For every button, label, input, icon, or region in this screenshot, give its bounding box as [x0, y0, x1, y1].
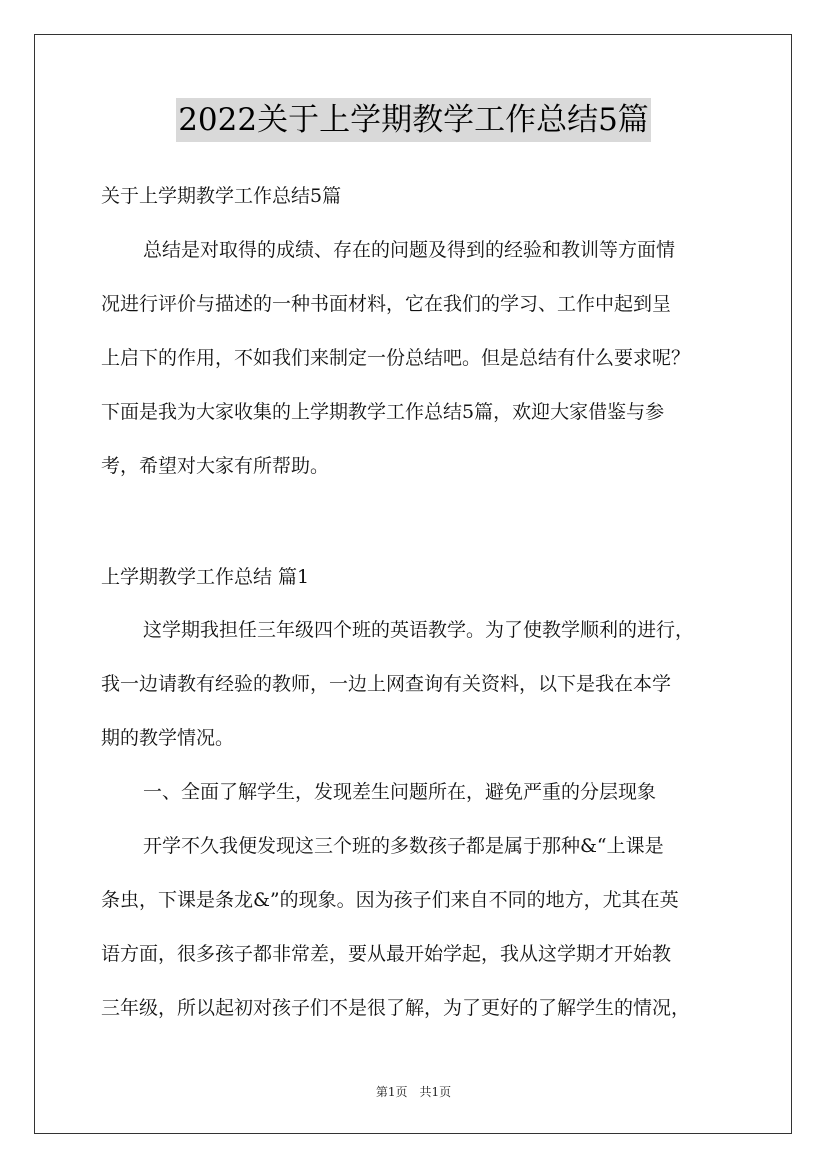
page-number: 第1页 [375, 1085, 408, 1099]
page-footer [0, 1083, 827, 1100]
intro-line: 下面是我为大家收集的上学期教学工作总结5篇，欢迎大家借鉴与参 [101, 401, 665, 423]
paragraph-line: 条虫，下课是条龙&”的现象。因为孩子们来自不同的地方，尤其在英 [101, 889, 679, 911]
paragraph-line: 开学不久我便发现这三个班的多数孩子都是属于那种&“上课是 [143, 835, 664, 857]
paragraph-line: 语方面，很多孩子都非常差，要从最开始学起，我从这学期才开始教 [101, 943, 672, 965]
page-total: 共1页 [419, 1085, 452, 1099]
document-subtitle: 关于上学期教学工作总结5篇 [101, 185, 342, 207]
paragraph-line: 三年级，所以起初对孩子们不是很了解，为了更好的了解学生的情况， [101, 997, 691, 1019]
paragraph-line: 我一边请教有经验的教师，一边上网查询有关资料，以下是我在本学 [101, 673, 672, 695]
title-container [0, 98, 827, 142]
paragraph-line: 期的教学情况。 [101, 727, 235, 749]
paragraph-line: 这学期我担任三年级四个班的英语教学。为了使教学顺利的进行， [143, 619, 695, 641]
section-heading: 上学期教学工作总结 篇1 [101, 566, 310, 588]
intro-line: 况进行评价与描述的一种书面材料，它在我们的学习、工作中起到呈 [101, 293, 672, 315]
point-heading: 一、全面了解学生，发现差生问题所在，避免严重的分层现象 [143, 781, 657, 803]
intro-line: 总结是对取得的成绩、存在的问题及得到的经验和教训等方面情 [143, 239, 676, 261]
intro-line: 考，希望对大家有所帮助。 [101, 455, 330, 477]
document-title: 2022关于上学期教学工作总结5篇 [176, 98, 651, 142]
intro-line: 上启下的作用，不如我们来制定一份总结吧。但是总结有什么要求呢？ [101, 347, 691, 369]
